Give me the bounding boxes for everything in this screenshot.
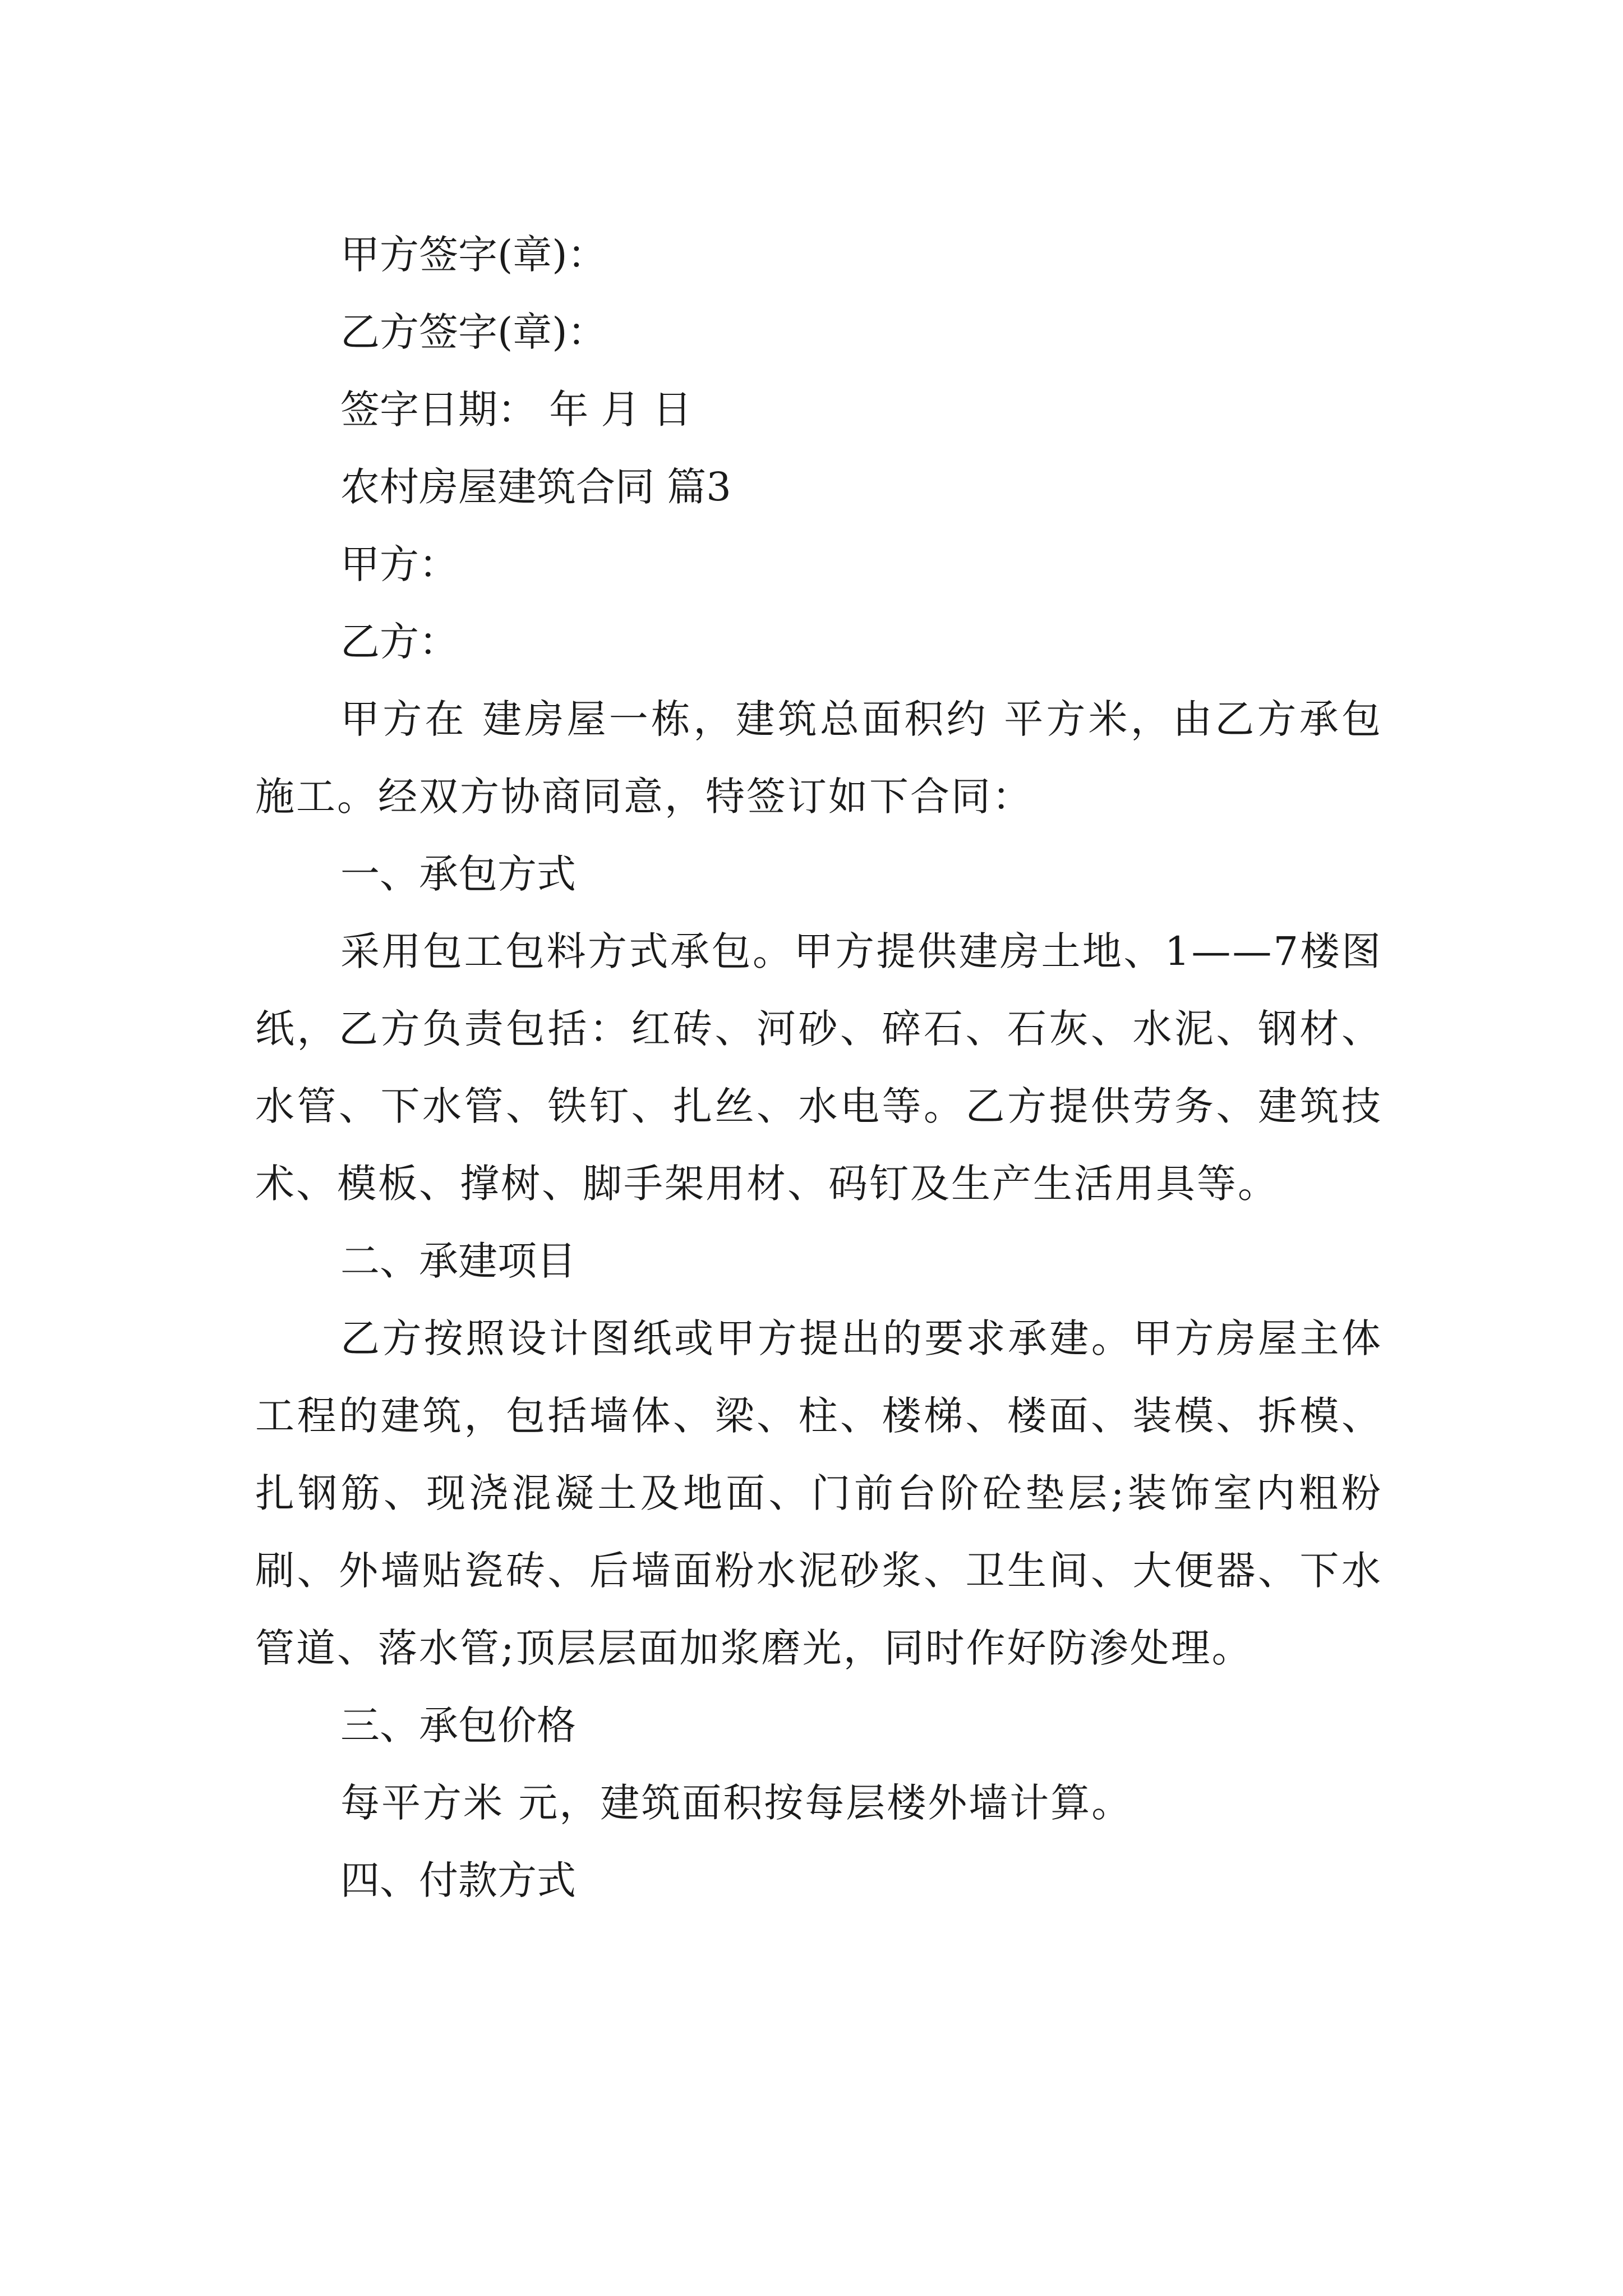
section-heading-contract-method: 一、承包方式: [340, 851, 576, 897]
section-heading-payment-method: 四、付款方式: [340, 1857, 576, 1903]
contract-title: 农村房屋建筑合同 篇3: [340, 464, 731, 510]
contract-intro-paragraph: 甲方在 建房屋一栋，建筑总面积约 平方米，由乙方承包施工。经双方协商同意，特签订如下合同：: [255, 696, 1382, 820]
party-b-signature-line: 乙方签字(章)：: [340, 309, 607, 355]
section-body-construction-items: 乙方按照设计图纸或甲方提出的要求承建。甲方房屋主体工程的建筑，包括墙体、梁、柱、楼梯、楼面、装模、拆模、扎钢筋、现浇混凝土及地面、门前台阶砼垫层;装饰室内粗粉刷、外墙贴瓷砖、后墙面粉水泥砂浆、卫生间、大便器、下水管道、落水管;顶层层面加浆磨光，同时作好防渗处理。: [255, 1315, 1382, 1671]
section-heading-construction-items: 二、承建项目: [340, 1238, 576, 1284]
section-body-contract-method: 采用包工包料方式承包。甲方提供建房土地、1——7楼图纸，乙方负责包括：红砖、河砂、碎石、石灰、水泥、钢材、水管、下水管、铁钉、扎丝、水电等。乙方提供劳务、建筑技术、模板、撑树、脚手架用材、码钉及生产生活用具等。: [255, 928, 1382, 1207]
signature-date-line: 签字日期： 年 月 日: [340, 386, 692, 432]
section-body-contract-price: 每平方米 元，建筑面积按每层楼外墙计算。: [340, 1780, 1133, 1826]
party-b-line: 乙方：: [340, 619, 458, 665]
section-heading-contract-price: 三、承包价格: [340, 1703, 576, 1749]
party-a-signature-line: 甲方签字(章)：: [340, 232, 607, 278]
document-body: [255, 216, 1382, 1919]
party-a-line: 甲方：: [340, 541, 458, 587]
